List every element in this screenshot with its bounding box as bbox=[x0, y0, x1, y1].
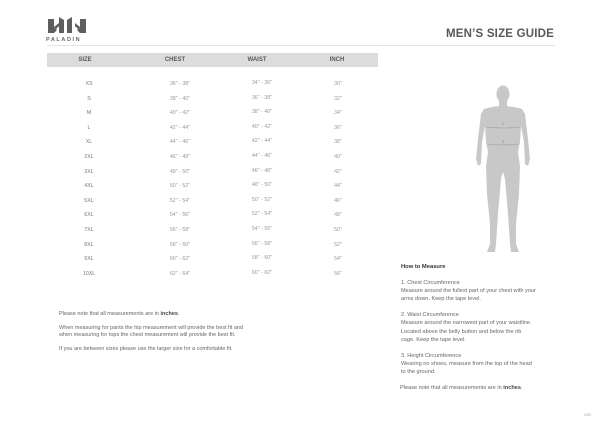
row-marker bbox=[378, 272, 379, 273]
how-to-measure bbox=[401, 263, 600, 400]
chest-cell: 52" - 54" bbox=[169, 197, 191, 204]
inch-cell: 56" bbox=[334, 270, 342, 277]
chest-cell: 60" - 62" bbox=[169, 256, 191, 263]
waist-cell: 54" - 56" bbox=[251, 225, 273, 232]
table-row bbox=[47, 270, 387, 285]
inch-cell: 34" bbox=[334, 110, 342, 117]
size-cell: 5XL bbox=[84, 197, 94, 204]
row-marker bbox=[378, 184, 379, 185]
chest-cell: 56" - 58" bbox=[169, 226, 191, 233]
table-row bbox=[47, 255, 387, 270]
paladin-logo bbox=[46, 16, 91, 44]
size-cell: 3XL bbox=[84, 168, 94, 175]
table-row bbox=[47, 95, 387, 110]
row-marker bbox=[378, 155, 379, 156]
size-cell: M bbox=[86, 110, 92, 117]
version-label: V20 bbox=[584, 413, 591, 417]
header-divider bbox=[47, 45, 555, 46]
waist-cell: 46" - 48" bbox=[251, 167, 273, 174]
how-to-measure-heading: How to Measure bbox=[401, 264, 446, 270]
waist-cell: 60" - 62" bbox=[251, 269, 273, 276]
size-cell: S bbox=[87, 95, 91, 102]
chest-cell: 46" - 48" bbox=[169, 153, 191, 160]
chest-cell: 38" - 40" bbox=[169, 95, 191, 102]
waist-cell: 36" - 38" bbox=[251, 94, 273, 101]
size-table-header bbox=[47, 53, 378, 67]
inch-cell: 54" bbox=[334, 256, 342, 263]
step-chest: 1. Chest Circumference Measure around the fullest part of your chest with your arms down. Keep the tape level. bbox=[401, 280, 536, 303]
inch-cell: 36" bbox=[334, 124, 342, 131]
waist-cell: 58" - 60" bbox=[251, 255, 273, 262]
table-row bbox=[47, 109, 387, 124]
waist-cell: 40" - 42" bbox=[251, 123, 273, 130]
row-marker bbox=[378, 140, 379, 141]
units-note: Please note that all measurements are in inches. bbox=[59, 311, 180, 317]
row-marker bbox=[378, 111, 379, 112]
row-marker bbox=[378, 170, 379, 171]
table-row bbox=[47, 138, 387, 153]
size-table-body bbox=[47, 80, 387, 284]
inch-cell: 38" bbox=[334, 139, 342, 146]
chest-cell: 40" - 42" bbox=[169, 110, 191, 117]
size-cell: XS bbox=[85, 81, 93, 87]
inch-cell: 46" bbox=[334, 197, 342, 204]
paladin-logo-icon bbox=[46, 16, 88, 36]
inch-cell: 48" bbox=[334, 212, 342, 219]
units-note-right: Please note that all measurements are in inches. bbox=[400, 385, 523, 392]
row-marker bbox=[378, 126, 379, 127]
size-cell: 9XL bbox=[84, 256, 94, 263]
inch-cell: 50" bbox=[334, 226, 342, 233]
waist-cell: 42" - 44" bbox=[251, 138, 273, 145]
column-header-chest: CHEST bbox=[164, 57, 186, 63]
waist-cell: 38" - 40" bbox=[251, 109, 273, 116]
column-header-inch: INCH bbox=[329, 57, 345, 63]
inch-cell: 42" bbox=[334, 168, 342, 175]
chest-cell: 58" - 60" bbox=[169, 241, 191, 248]
size-cell: 4XL bbox=[84, 183, 94, 190]
body-figure bbox=[470, 84, 536, 258]
page-title: MEN’S SIZE GUIDE bbox=[446, 28, 554, 40]
table-row bbox=[47, 182, 387, 197]
size-cell: 10XL bbox=[82, 270, 96, 277]
chest-cell: 50" - 52" bbox=[169, 183, 191, 190]
table-row bbox=[47, 197, 387, 212]
size-cell: L bbox=[87, 124, 91, 131]
inch-cell: 40" bbox=[334, 153, 342, 160]
chest-cell: 48" - 50" bbox=[169, 168, 191, 175]
chest-cell: 62" - 64" bbox=[169, 270, 191, 277]
row-marker bbox=[378, 228, 379, 229]
waist-cell: 56" - 58" bbox=[251, 240, 273, 247]
row-marker bbox=[378, 97, 379, 98]
chest-cell: 44" - 46" bbox=[169, 139, 191, 146]
row-marker bbox=[378, 82, 379, 83]
step-height: 3. Height Circumference Wearing no shoes, measure from the top of the head to the ground. bbox=[401, 352, 532, 375]
row-marker bbox=[378, 257, 379, 258]
waist-cell: 50" - 52" bbox=[251, 196, 273, 203]
size-cell: 7XL bbox=[84, 226, 94, 233]
size-cell: XL bbox=[85, 139, 93, 146]
svg-text:1: 1 bbox=[502, 122, 504, 126]
step-waist: 2. Waist Circumference Measure around the narrowest part of your waistline. Located above the belly button and below the rib cage. Keep the tape level. bbox=[401, 312, 532, 343]
svg-text:2: 2 bbox=[502, 140, 504, 144]
logo-wordmark: PALADIN bbox=[46, 37, 82, 43]
waist-cell: 44" - 46" bbox=[251, 152, 273, 159]
chest-cell: 54" - 56" bbox=[169, 212, 191, 219]
size-cell: 6XL bbox=[84, 212, 94, 219]
chest-cell: 36" - 38" bbox=[169, 81, 191, 87]
column-header-waist: WAIST bbox=[247, 57, 267, 63]
size-cell: 2XL bbox=[84, 153, 94, 160]
table-row bbox=[47, 168, 387, 183]
row-marker bbox=[378, 213, 379, 214]
chest-cell: 42" - 44" bbox=[169, 124, 191, 131]
table-row bbox=[47, 226, 387, 241]
between-sizes-note: If you are between sizes please use the larger size for a comfortable fit. bbox=[59, 345, 233, 352]
inch-cell: 32" bbox=[334, 95, 342, 102]
table-row bbox=[47, 211, 387, 226]
male-silhouette-icon bbox=[470, 84, 536, 258]
table-row bbox=[47, 241, 387, 256]
row-marker bbox=[378, 199, 379, 200]
waist-cell: 34" - 36" bbox=[251, 80, 273, 86]
inch-cell: 30" bbox=[334, 81, 342, 87]
waist-cell: 48" - 50" bbox=[251, 182, 273, 189]
inch-cell: 44" bbox=[334, 183, 342, 190]
size-cell: 8XL bbox=[84, 241, 94, 248]
table-row bbox=[47, 153, 387, 168]
measurement-notes bbox=[59, 311, 319, 359]
column-header-size: SIZE bbox=[78, 57, 92, 63]
fit-note: When measuring for pants the hip measurement will provide the best fit and when measuring for tops the chest measurement will provide the best fit. bbox=[59, 324, 244, 338]
table-row bbox=[47, 80, 387, 95]
inch-cell: 52" bbox=[334, 241, 342, 248]
table-row bbox=[47, 124, 387, 139]
row-marker bbox=[378, 243, 379, 244]
waist-cell: 52" - 54" bbox=[251, 211, 273, 218]
